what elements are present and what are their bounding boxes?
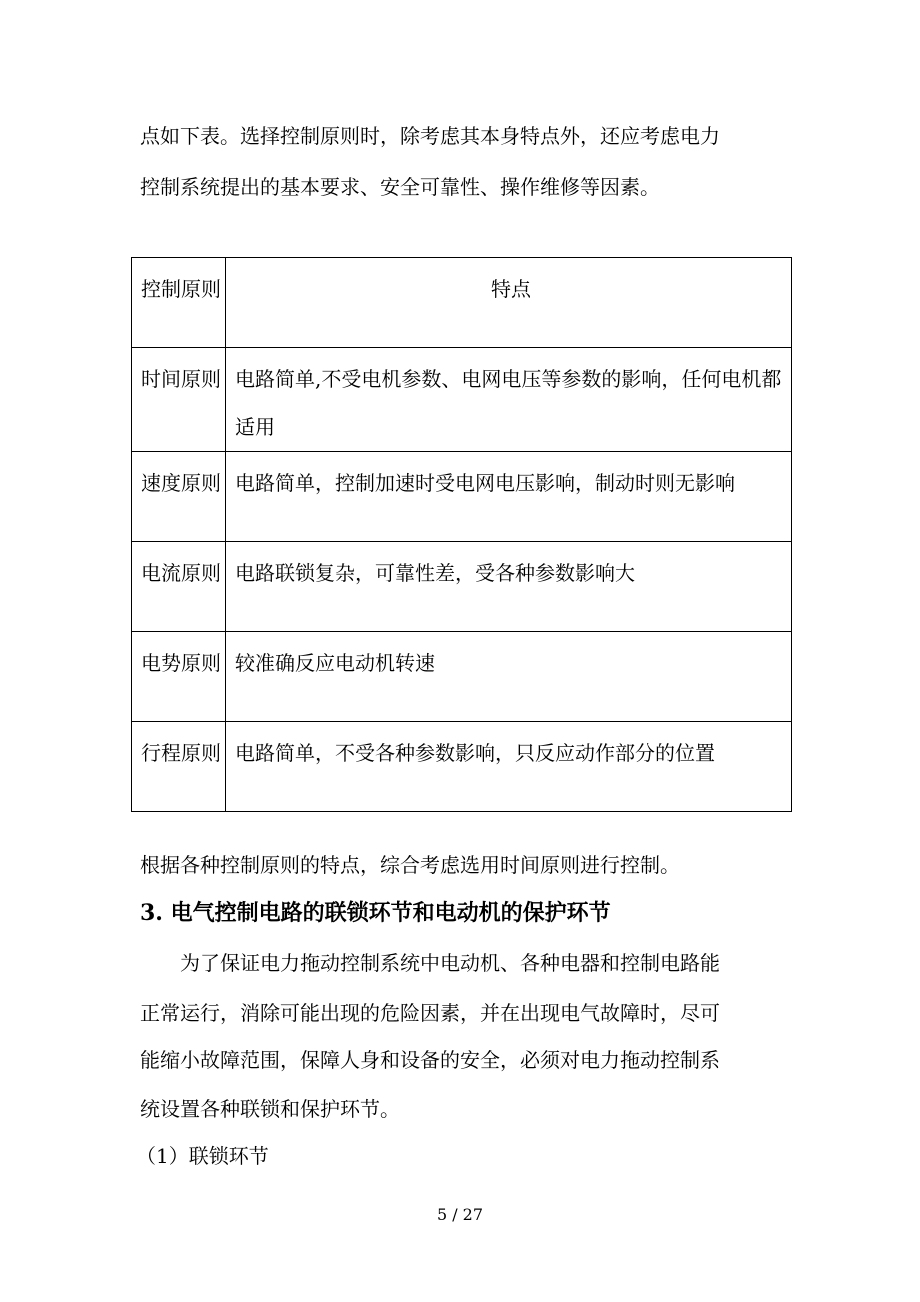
feature-cell: 电路简单,不受电机参数、电网电压等参数的影响，任何电机都适用 — [226, 348, 792, 452]
table-header-row — [132, 258, 792, 348]
feature-cell: 电路简单，不受各种参数影响，只反应动作部分的位置 — [226, 722, 792, 812]
principle-cell: 速度原则 — [132, 452, 226, 542]
table-row — [132, 348, 792, 452]
feature-cell: 较准确反应电动机转速 — [226, 632, 792, 722]
feature-cell: 电路简单，控制加速时受电网电压影响，制动时则无影响 — [226, 452, 792, 542]
subheading: （1）联锁环节 — [136, 1144, 269, 1168]
section-heading: 3. 电气控制电路的联锁环节和电动机的保护环节 — [140, 900, 611, 926]
principle-cell: 时间原则 — [132, 348, 226, 452]
principle-cell: 行程原则 — [132, 722, 226, 812]
paragraph-line-4: 统设置各种联锁和保护环节。 — [140, 1097, 400, 1121]
header-feature-cell: 特点 — [226, 258, 792, 348]
page-number: 5 / 27 — [436, 1205, 484, 1224]
feature-cell: 电路联锁复杂，可靠性差，受各种参数影响大 — [226, 542, 792, 632]
table-row — [132, 542, 792, 632]
table-row — [132, 722, 792, 812]
principle-cell: 电势原则 — [132, 632, 226, 722]
table-row — [132, 452, 792, 542]
table-row — [132, 632, 792, 722]
intro-line-2: 控制系统提出的基本要求、安全可靠性、操作维修等因素。 — [140, 175, 660, 199]
control-principles-table — [131, 257, 792, 812]
principle-cell: 电流原则 — [132, 542, 226, 632]
header-principle-cell: 控制原则 — [132, 258, 226, 348]
paragraph-line-3: 能缩小故障范围，保障人身和设备的安全，必须对电力拖动控制系 — [140, 1048, 720, 1072]
intro-line-1: 点如下表。选择控制原则时，除考虑其本身特点外，还应考虑电力 — [140, 124, 720, 148]
paragraph-line-2: 正常运行，消除可能出现的危险因素，并在出现电气故障时，尽可 — [140, 1001, 720, 1025]
after-table-text: 根据各种控制原则的特点，综合考虑选用时间原则进行控制。 — [140, 853, 680, 877]
paragraph-line-1: 为了保证电力拖动控制系统中电动机、各种电器和控制电路能 — [140, 951, 720, 975]
